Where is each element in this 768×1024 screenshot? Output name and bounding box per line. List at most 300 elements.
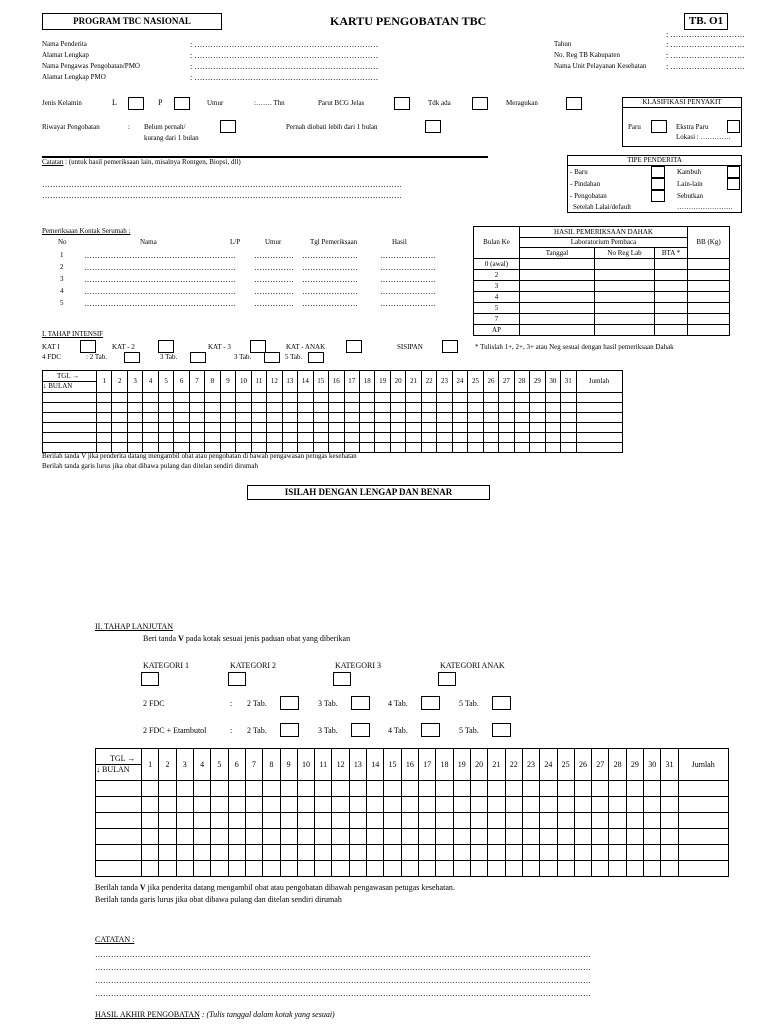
calendar-cell[interactable] — [470, 781, 487, 797]
calendar-cell[interactable] — [499, 403, 514, 413]
calendar-cell[interactable] — [661, 845, 678, 861]
kontak-cell-input[interactable]: …………… — [254, 275, 294, 284]
calendar-cell[interactable] — [540, 797, 557, 813]
calendar-cell[interactable] — [205, 413, 220, 423]
calendar-cell[interactable] — [127, 433, 142, 443]
fdc2-tab2-checkbox[interactable] — [280, 696, 299, 710]
calendar-cell[interactable] — [557, 845, 574, 861]
calendar-cell[interactable] — [174, 443, 189, 453]
calendar-cell[interactable] — [313, 393, 328, 403]
calendar-cell[interactable] — [193, 829, 210, 845]
calendar-cell[interactable] — [96, 781, 142, 797]
field-input[interactable]: : …………………………………………………………… — [190, 62, 379, 71]
calendar-cell[interactable] — [158, 433, 173, 443]
calendar-cell[interactable] — [437, 413, 452, 423]
calendar-cell[interactable] — [468, 413, 483, 423]
calendar-cell[interactable] — [159, 781, 176, 797]
calendar-cell[interactable] — [228, 845, 245, 861]
calendar-cell[interactable] — [228, 861, 245, 877]
calendar-cell[interactable] — [576, 423, 622, 433]
calendar-cell[interactable] — [280, 797, 297, 813]
calendar-cell[interactable] — [390, 403, 405, 413]
calendar-cell[interactable] — [189, 423, 204, 433]
calendar-cell[interactable] — [220, 393, 235, 403]
field-input[interactable]: : …………………………………………………………… — [190, 40, 379, 49]
calendar-cell[interactable] — [421, 433, 436, 443]
calendar-cell[interactable] — [540, 829, 557, 845]
calendar-cell[interactable] — [329, 413, 344, 423]
calendar-cell[interactable] — [142, 797, 159, 813]
kontak-cell-input[interactable]: …………… — [254, 287, 294, 296]
calendar-cell[interactable] — [280, 845, 297, 861]
calendar-cell[interactable] — [505, 861, 522, 877]
calendar-cell[interactable] — [313, 423, 328, 433]
tab2-checkbox[interactable] — [124, 352, 140, 363]
calendar-cell[interactable] — [159, 813, 176, 829]
fdc2-tab3-checkbox[interactable] — [351, 696, 370, 710]
dahak-cell[interactable] — [595, 292, 655, 303]
calendar-cell[interactable] — [143, 423, 158, 433]
calendar-cell[interactable] — [483, 433, 498, 443]
calendar-cell[interactable] — [609, 781, 626, 797]
fdc2-tab4-checkbox[interactable] — [421, 696, 440, 710]
calendar-cell[interactable] — [437, 393, 452, 403]
kategori-1-checkbox[interactable] — [141, 672, 159, 686]
kontak-cell-input[interactable]: ………………………………………………… — [84, 275, 236, 284]
calendar-cell[interactable] — [626, 813, 643, 829]
calendar-cell[interactable] — [576, 443, 622, 453]
calendar-cell[interactable] — [384, 861, 401, 877]
calendar-cell[interactable] — [112, 403, 127, 413]
calendar-cell[interactable] — [251, 393, 266, 403]
calendar-cell[interactable] — [470, 829, 487, 845]
calendar-cell[interactable] — [406, 423, 421, 433]
calendar-cell[interactable] — [401, 861, 418, 877]
calendar-cell[interactable] — [453, 861, 470, 877]
calendar-cell[interactable] — [189, 433, 204, 443]
calendar-cell[interactable] — [453, 845, 470, 861]
calendar-cell[interactable] — [245, 861, 262, 877]
calendar-cell[interactable] — [678, 797, 728, 813]
calendar-cell[interactable] — [483, 443, 498, 453]
calendar-cell[interactable] — [193, 781, 210, 797]
calendar-cell[interactable] — [297, 829, 314, 845]
calendar-cell[interactable] — [406, 413, 421, 423]
bcg-ragu-checkbox[interactable] — [566, 97, 582, 110]
calendar-cell[interactable] — [452, 413, 467, 423]
calendar-cell[interactable] — [390, 433, 405, 443]
calendar-cell[interactable] — [176, 781, 193, 797]
calendar-cell[interactable] — [522, 781, 539, 797]
calendar-cell[interactable] — [349, 829, 366, 845]
calendar-cell[interactable] — [483, 393, 498, 403]
calendar-cell[interactable] — [436, 845, 453, 861]
calendar-cell[interactable] — [127, 403, 142, 413]
calendar-cell[interactable] — [245, 829, 262, 845]
calendar-cell[interactable] — [251, 443, 266, 453]
tab5-checkbox[interactable] — [308, 352, 324, 363]
calendar-cell[interactable] — [483, 403, 498, 413]
calendar-cell[interactable] — [483, 413, 498, 423]
calendar-cell[interactable] — [176, 861, 193, 877]
calendar-cell[interactable] — [452, 403, 467, 413]
calendar-cell[interactable] — [315, 781, 332, 797]
calendar-cell[interactable] — [367, 845, 384, 861]
calendar-cell[interactable] — [359, 433, 374, 443]
calendar-cell[interactable] — [421, 423, 436, 433]
dahak-cell[interactable] — [655, 270, 688, 281]
lokasi-input[interactable]: Lokasi : …………. — [676, 133, 731, 141]
calendar-cell[interactable] — [401, 781, 418, 797]
kontak-cell-input[interactable]: ………………… — [302, 275, 358, 284]
dahak-cell[interactable] — [688, 292, 730, 303]
calendar-cell[interactable] — [609, 861, 626, 877]
calendar-cell[interactable] — [158, 413, 173, 423]
calendar-cell[interactable] — [561, 413, 576, 423]
calendar-cell[interactable] — [406, 403, 421, 413]
gender-p-checkbox[interactable] — [174, 97, 190, 110]
calendar-cell[interactable] — [158, 443, 173, 453]
calendar-cell[interactable] — [297, 845, 314, 861]
calendar-cell[interactable] — [452, 423, 467, 433]
calendar-cell[interactable] — [468, 423, 483, 433]
calendar-cell[interactable] — [609, 845, 626, 861]
calendar-cell[interactable] — [220, 433, 235, 443]
calendar-cell[interactable] — [530, 403, 545, 413]
calendar-cell[interactable] — [97, 393, 112, 403]
calendar-cell[interactable] — [421, 413, 436, 423]
calendar-cell[interactable] — [436, 861, 453, 877]
dahak-cell[interactable] — [595, 259, 655, 270]
calendar-cell[interactable] — [384, 845, 401, 861]
calendar-cell[interactable] — [159, 829, 176, 845]
calendar-cell[interactable] — [112, 393, 127, 403]
calendar-cell[interactable] — [545, 403, 560, 413]
calendar-cell[interactable] — [332, 845, 349, 861]
calendar-cell[interactable] — [390, 423, 405, 433]
field-input[interactable]: : ………………………. — [666, 30, 745, 39]
calendar-cell[interactable] — [561, 403, 576, 413]
calendar-cell[interactable] — [419, 845, 436, 861]
calendar-cell[interactable] — [561, 393, 576, 403]
calendar-cell[interactable] — [499, 423, 514, 433]
calendar-cell[interactable] — [329, 393, 344, 403]
calendar-cell[interactable] — [142, 845, 159, 861]
calendar-cell[interactable] — [406, 443, 421, 453]
calendar-cell[interactable] — [193, 797, 210, 813]
calendar-cell[interactable] — [545, 443, 560, 453]
calendar-cell[interactable] — [143, 433, 158, 443]
calendar-cell[interactable] — [193, 845, 210, 861]
calendar-cell[interactable] — [401, 829, 418, 845]
calendar-cell[interactable] — [112, 443, 127, 453]
calendar-cell[interactable] — [142, 861, 159, 877]
calendar-cell[interactable] — [644, 813, 661, 829]
calendar-cell[interactable] — [359, 413, 374, 423]
kontak-cell-input[interactable]: …………… — [254, 299, 294, 308]
field-input[interactable]: : ………………………. — [666, 40, 745, 49]
calendar-cell[interactable] — [592, 861, 609, 877]
calendar-cell[interactable] — [592, 845, 609, 861]
calendar-cell[interactable] — [251, 403, 266, 413]
calendar-cell[interactable] — [644, 861, 661, 877]
calendar-cell[interactable] — [452, 393, 467, 403]
dahak-cell[interactable] — [520, 314, 595, 325]
calendar-cell[interactable] — [384, 797, 401, 813]
dahak-cell[interactable] — [595, 325, 655, 336]
calendar-cell[interactable] — [43, 423, 97, 433]
calendar-cell[interactable] — [470, 813, 487, 829]
tab3b-checkbox[interactable] — [264, 352, 280, 363]
calendar-cell[interactable] — [609, 797, 626, 813]
kontak-cell-input[interactable]: ………………………………………………… — [84, 299, 236, 308]
calendar-cell[interactable] — [644, 845, 661, 861]
calendar-cell[interactable] — [470, 797, 487, 813]
calendar-cell[interactable] — [282, 403, 297, 413]
calendar-cell[interactable] — [298, 413, 313, 423]
calendar-cell[interactable] — [574, 813, 591, 829]
calendar-cell[interactable] — [205, 393, 220, 403]
calendar-cell[interactable] — [359, 393, 374, 403]
calendar-cell[interactable] — [174, 403, 189, 413]
calendar-cell[interactable] — [678, 813, 728, 829]
calendar-cell[interactable] — [189, 443, 204, 453]
calendar-cell[interactable] — [96, 813, 142, 829]
calendar-cell[interactable] — [522, 845, 539, 861]
calendar-cell[interactable] — [530, 433, 545, 443]
calendar-cell[interactable] — [174, 413, 189, 423]
calendar-cell[interactable] — [332, 781, 349, 797]
calendar-cell[interactable] — [228, 813, 245, 829]
dahak-cell[interactable] — [520, 281, 595, 292]
calendar-cell[interactable] — [315, 845, 332, 861]
tipe-baru-checkbox[interactable] — [651, 166, 665, 178]
dahak-cell[interactable] — [655, 281, 688, 292]
calendar-cell[interactable] — [142, 829, 159, 845]
calendar-cell[interactable] — [453, 781, 470, 797]
calendar-cell[interactable] — [205, 403, 220, 413]
kontak-cell-input[interactable]: ………………… — [380, 287, 436, 296]
calendar-cell[interactable] — [205, 443, 220, 453]
calendar-cell[interactable] — [228, 829, 245, 845]
calendar-cell[interactable] — [576, 403, 622, 413]
calendar-cell[interactable] — [453, 813, 470, 829]
calendar-cell[interactable] — [522, 861, 539, 877]
calendar-cell[interactable] — [436, 797, 453, 813]
calendar-cell[interactable] — [452, 433, 467, 443]
calendar-cell[interactable] — [189, 403, 204, 413]
calendar-cell[interactable] — [280, 861, 297, 877]
calendar-cell[interactable] — [315, 861, 332, 877]
calendar-cell[interactable] — [176, 845, 193, 861]
fdc2-tab5-checkbox[interactable] — [492, 696, 511, 710]
calendar-cell[interactable] — [245, 797, 262, 813]
calendar-cell[interactable] — [315, 813, 332, 829]
calendar-cell[interactable] — [514, 433, 529, 443]
calendar-cell[interactable] — [329, 433, 344, 443]
calendar-cell[interactable] — [267, 433, 282, 443]
calendar-cell[interactable] — [470, 845, 487, 861]
calendar-cell[interactable] — [419, 797, 436, 813]
kontak-cell-input[interactable]: ………………… — [302, 287, 358, 296]
calendar-cell[interactable] — [297, 813, 314, 829]
calendar-cell[interactable] — [298, 433, 313, 443]
catatan-bottom-line[interactable]: …………………………………………………………………………………………………………………………………………………………………… — [95, 989, 591, 998]
dahak-cell[interactable] — [520, 259, 595, 270]
calendar-cell[interactable] — [505, 781, 522, 797]
calendar-cell[interactable] — [263, 829, 280, 845]
calendar-cell[interactable] — [43, 393, 97, 403]
calendar-cell[interactable] — [540, 845, 557, 861]
calendar-cell[interactable] — [540, 813, 557, 829]
calendar-cell[interactable] — [298, 403, 313, 413]
kategori-3-checkbox[interactable] — [333, 672, 351, 686]
calendar-cell[interactable] — [267, 443, 282, 453]
dahak-cell[interactable] — [595, 270, 655, 281]
calendar-cell[interactable] — [505, 813, 522, 829]
calendar-cell[interactable] — [297, 781, 314, 797]
calendar-cell[interactable] — [453, 797, 470, 813]
calendar-cell[interactable] — [142, 781, 159, 797]
dahak-cell[interactable] — [520, 303, 595, 314]
calendar-cell[interactable] — [421, 393, 436, 403]
calendar-cell[interactable] — [488, 861, 505, 877]
calendar-cell[interactable] — [332, 861, 349, 877]
calendar-cell[interactable] — [96, 829, 142, 845]
calendar-cell[interactable] — [315, 797, 332, 813]
dahak-cell[interactable] — [688, 259, 730, 270]
fdc2e-tab4-checkbox[interactable] — [421, 723, 440, 737]
calendar-cell[interactable] — [499, 433, 514, 443]
kontak-cell-input[interactable]: …………… — [254, 251, 294, 260]
calendar-cell[interactable] — [367, 829, 384, 845]
calendar-cell[interactable] — [488, 845, 505, 861]
kontak-cell-input[interactable]: ………………………………………………… — [84, 263, 236, 272]
calendar-cell[interactable] — [220, 403, 235, 413]
calendar-cell[interactable] — [367, 781, 384, 797]
calendar-cell[interactable] — [112, 423, 127, 433]
calendar-cell[interactable] — [576, 393, 622, 403]
calendar-cell[interactable] — [344, 433, 359, 443]
calendar-cell[interactable] — [43, 403, 97, 413]
ekstra-paru-checkbox[interactable] — [727, 120, 740, 133]
dahak-cell[interactable] — [520, 325, 595, 336]
calendar-cell[interactable] — [349, 861, 366, 877]
catatan-bottom-line[interactable]: …………………………………………………………………………………………………………………………………………………………………… — [95, 950, 591, 959]
calendar-cell[interactable] — [678, 829, 728, 845]
kat2-checkbox[interactable] — [158, 340, 174, 353]
calendar-cell[interactable] — [127, 413, 142, 423]
calendar-cell[interactable] — [211, 813, 228, 829]
catatan-bottom-line[interactable]: …………………………………………………………………………………………………………………………………………………………………… — [95, 976, 591, 985]
calendar-cell[interactable] — [263, 797, 280, 813]
calendar-cell[interactable] — [540, 781, 557, 797]
calendar-cell[interactable] — [626, 829, 643, 845]
kategori-2-checkbox[interactable] — [228, 672, 246, 686]
calendar-cell[interactable] — [193, 813, 210, 829]
dahak-cell[interactable] — [688, 314, 730, 325]
kontak-cell-input[interactable]: …………… — [254, 263, 294, 272]
calendar-cell[interactable] — [142, 813, 159, 829]
calendar-cell[interactable] — [344, 443, 359, 453]
kat1-checkbox[interactable] — [80, 340, 96, 353]
calendar-cell[interactable] — [127, 393, 142, 403]
calendar-cell[interactable] — [626, 845, 643, 861]
dahak-cell[interactable] — [595, 303, 655, 314]
calendar-cell[interactable] — [390, 413, 405, 423]
calendar-cell[interactable] — [97, 433, 112, 443]
calendar-cell[interactable] — [419, 781, 436, 797]
calendar-cell[interactable] — [143, 443, 158, 453]
calendar-cell[interactable] — [384, 813, 401, 829]
dahak-cell[interactable] — [655, 303, 688, 314]
calendar-cell[interactable] — [375, 443, 390, 453]
calendar-cell[interactable] — [367, 797, 384, 813]
calendar-cell[interactable] — [280, 813, 297, 829]
calendar-cell[interactable] — [419, 861, 436, 877]
calendar-cell[interactable] — [236, 413, 251, 423]
calendar-cell[interactable] — [488, 797, 505, 813]
calendar-cell[interactable] — [499, 413, 514, 423]
calendar-cell[interactable] — [505, 845, 522, 861]
field-input[interactable]: : …………………………………………………………… — [190, 51, 379, 60]
calendar-cell[interactable] — [678, 781, 728, 797]
calendar-cell[interactable] — [159, 861, 176, 877]
calendar-cell[interactable] — [43, 433, 97, 443]
calendar-cell[interactable] — [436, 813, 453, 829]
calendar-cell[interactable] — [609, 813, 626, 829]
calendar-cell[interactable] — [468, 393, 483, 403]
calendar-cell[interactable] — [96, 861, 142, 877]
calendar-cell[interactable] — [158, 393, 173, 403]
calendar-cell[interactable] — [488, 829, 505, 845]
calendar-cell[interactable] — [419, 813, 436, 829]
calendar-cell[interactable] — [97, 443, 112, 453]
calendar-cell[interactable] — [189, 413, 204, 423]
calendar-cell[interactable] — [452, 443, 467, 453]
sisipan-checkbox[interactable] — [442, 340, 458, 353]
calendar-cell[interactable] — [332, 813, 349, 829]
calendar-cell[interactable] — [401, 813, 418, 829]
calendar-cell[interactable] — [176, 797, 193, 813]
calendar-cell[interactable] — [626, 781, 643, 797]
calendar-cell[interactable] — [609, 829, 626, 845]
calendar-cell[interactable] — [313, 413, 328, 423]
field-input[interactable]: : ………………………. — [666, 51, 745, 60]
fdc2e-tab5-checkbox[interactable] — [492, 723, 511, 737]
calendar-cell[interactable] — [401, 797, 418, 813]
calendar-cell[interactable] — [245, 781, 262, 797]
calendar-cell[interactable] — [159, 845, 176, 861]
calendar-cell[interactable] — [367, 813, 384, 829]
field-input[interactable]: : …………………………………………………………… — [190, 73, 379, 82]
calendar-cell[interactable] — [344, 393, 359, 403]
fdc2e-tab2-checkbox[interactable] — [280, 723, 299, 737]
calendar-cell[interactable] — [143, 403, 158, 413]
calendar-cell[interactable] — [390, 443, 405, 453]
calendar-cell[interactable] — [189, 393, 204, 403]
calendar-cell[interactable] — [514, 443, 529, 453]
dahak-cell[interactable] — [655, 292, 688, 303]
calendar-cell[interactable] — [514, 403, 529, 413]
calendar-cell[interactable] — [499, 443, 514, 453]
field-input[interactable]: : ………………………. — [666, 62, 745, 71]
calendar-cell[interactable] — [298, 423, 313, 433]
calendar-cell[interactable] — [367, 861, 384, 877]
calendar-cell[interactable] — [545, 433, 560, 443]
calendar-cell[interactable] — [576, 413, 622, 423]
bcg-tdk-ada-checkbox[interactable] — [472, 97, 488, 110]
